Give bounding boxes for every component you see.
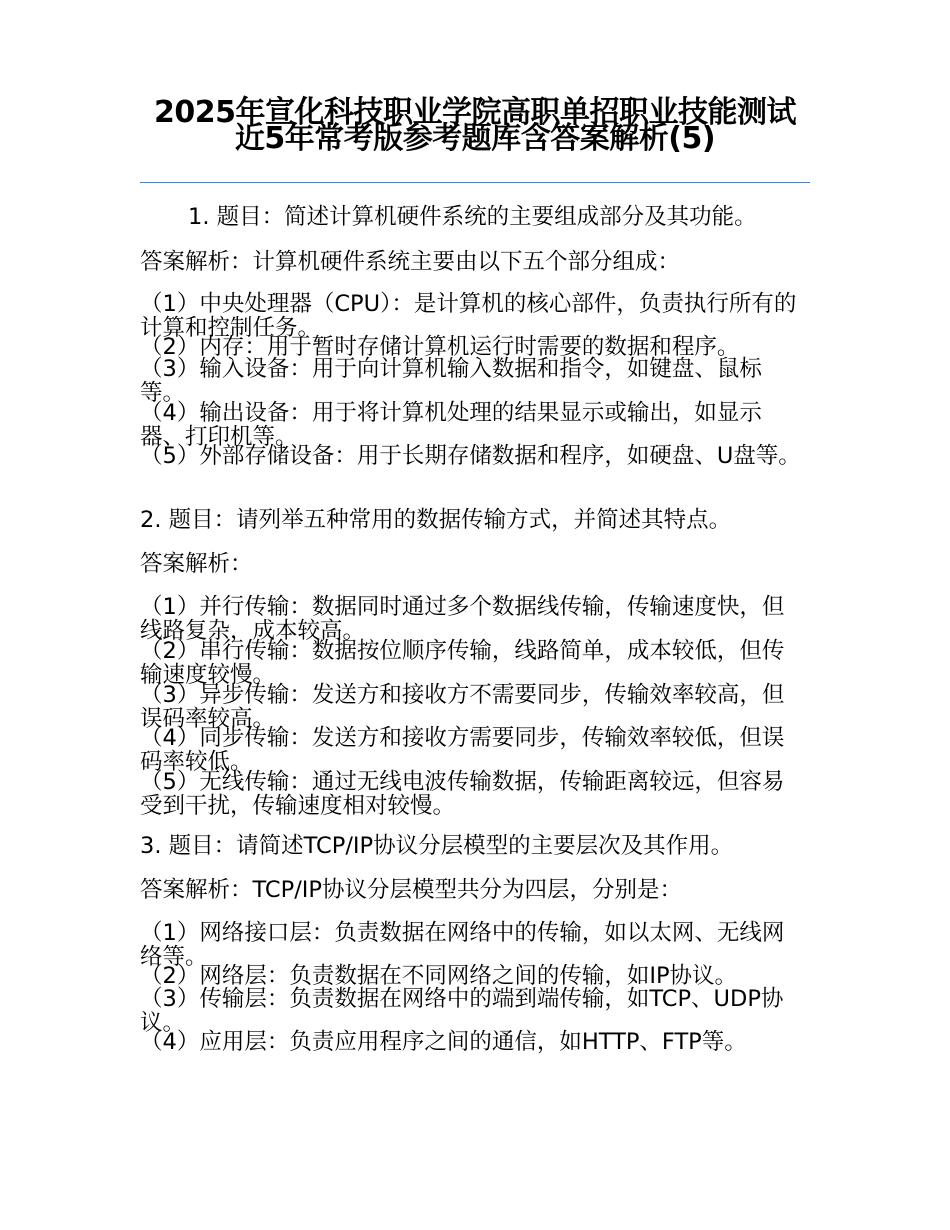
answer-1-item-4: （4）输出设备：用于将计算机处理的结果显示或输出，如显示器、打印机等。 <box>140 400 762 450</box>
answer-3-item-4: （4）应用层：负责应用程序之间的通信，如HTTP、FTP等。 <box>140 1029 747 1055</box>
answer-1-intro: 答案解析：计算机硬件系统主要由以下五个部分组成： <box>140 249 681 275</box>
answer-2-item-5: （5）无线传输：通过无线电波传输数据，传输距离较远，但容易受到干扰，传输速度相对较慢。 <box>140 769 785 819</box>
answer-2-intro: 答案解析： <box>140 551 253 577</box>
answer-3-intro: 答案解析：TCP/IP协议分层模型共分为四层，分别是： <box>140 877 682 903</box>
question-1: 1. 题目：简述计算机硬件系统的主要组成部分及其功能。 <box>188 204 757 230</box>
title-divider <box>140 182 810 183</box>
answer-1-item-1: （1）中央处理器（CPU）：是计算机的核心部件，负责执行所有的计算和控制任务。 <box>140 291 797 341</box>
document-title: 2025年宣化科技职业学院高职单招职业技能测试近5年常考版参考题库含答案解析(5) <box>154 95 796 156</box>
answer-1-item-2: （2）内存：用于暂时存储计算机运行时需要的数据和程序。 <box>140 334 740 360</box>
answer-3-item-1: （1）网络接口层：负责数据在网络中的传输，如以太网、无线网络等。 <box>140 920 785 970</box>
question-3: 3. 题目：请简述TCP/IP协议分层模型的主要层次及其作用。 <box>140 833 734 859</box>
answer-2-item-3: （3）异步传输：发送方和接收方不需要同步，传输效率较高，但误码率较高。 <box>140 682 785 732</box>
answer-2-item-2: （2）串行传输：数据按位顺序传输，线路简单，成本较低，但传输速度较慢。 <box>140 638 785 688</box>
answer-2-item-1: （1）并行传输：数据同时通过多个数据线传输，传输速度快，但线路复杂，成本较高。 <box>140 594 785 644</box>
answer-1-item-3: （3）输入设备：用于向计算机输入数据和指令，如键盘、鼠标等。 <box>140 356 762 406</box>
answer-1-item-5: （5）外部存储设备：用于长期存储数据和程序，如硬盘、U盘等。 <box>140 443 801 469</box>
answer-3-item-2: （2）网络层：负责数据在不同网络之间的传输，如IP协议。 <box>140 963 738 989</box>
answer-2-item-4: （4）同步传输：发送方和接收方需要同步，传输效率较低，但误码率较低。 <box>140 725 785 775</box>
answer-3-item-3: （3）传输层：负责数据在网络中的端到端传输，如TCP、UDP协议。 <box>140 986 784 1036</box>
question-2: 2. 题目：请列举五种常用的数据传输方式，并简述其特点。 <box>140 507 732 533</box>
